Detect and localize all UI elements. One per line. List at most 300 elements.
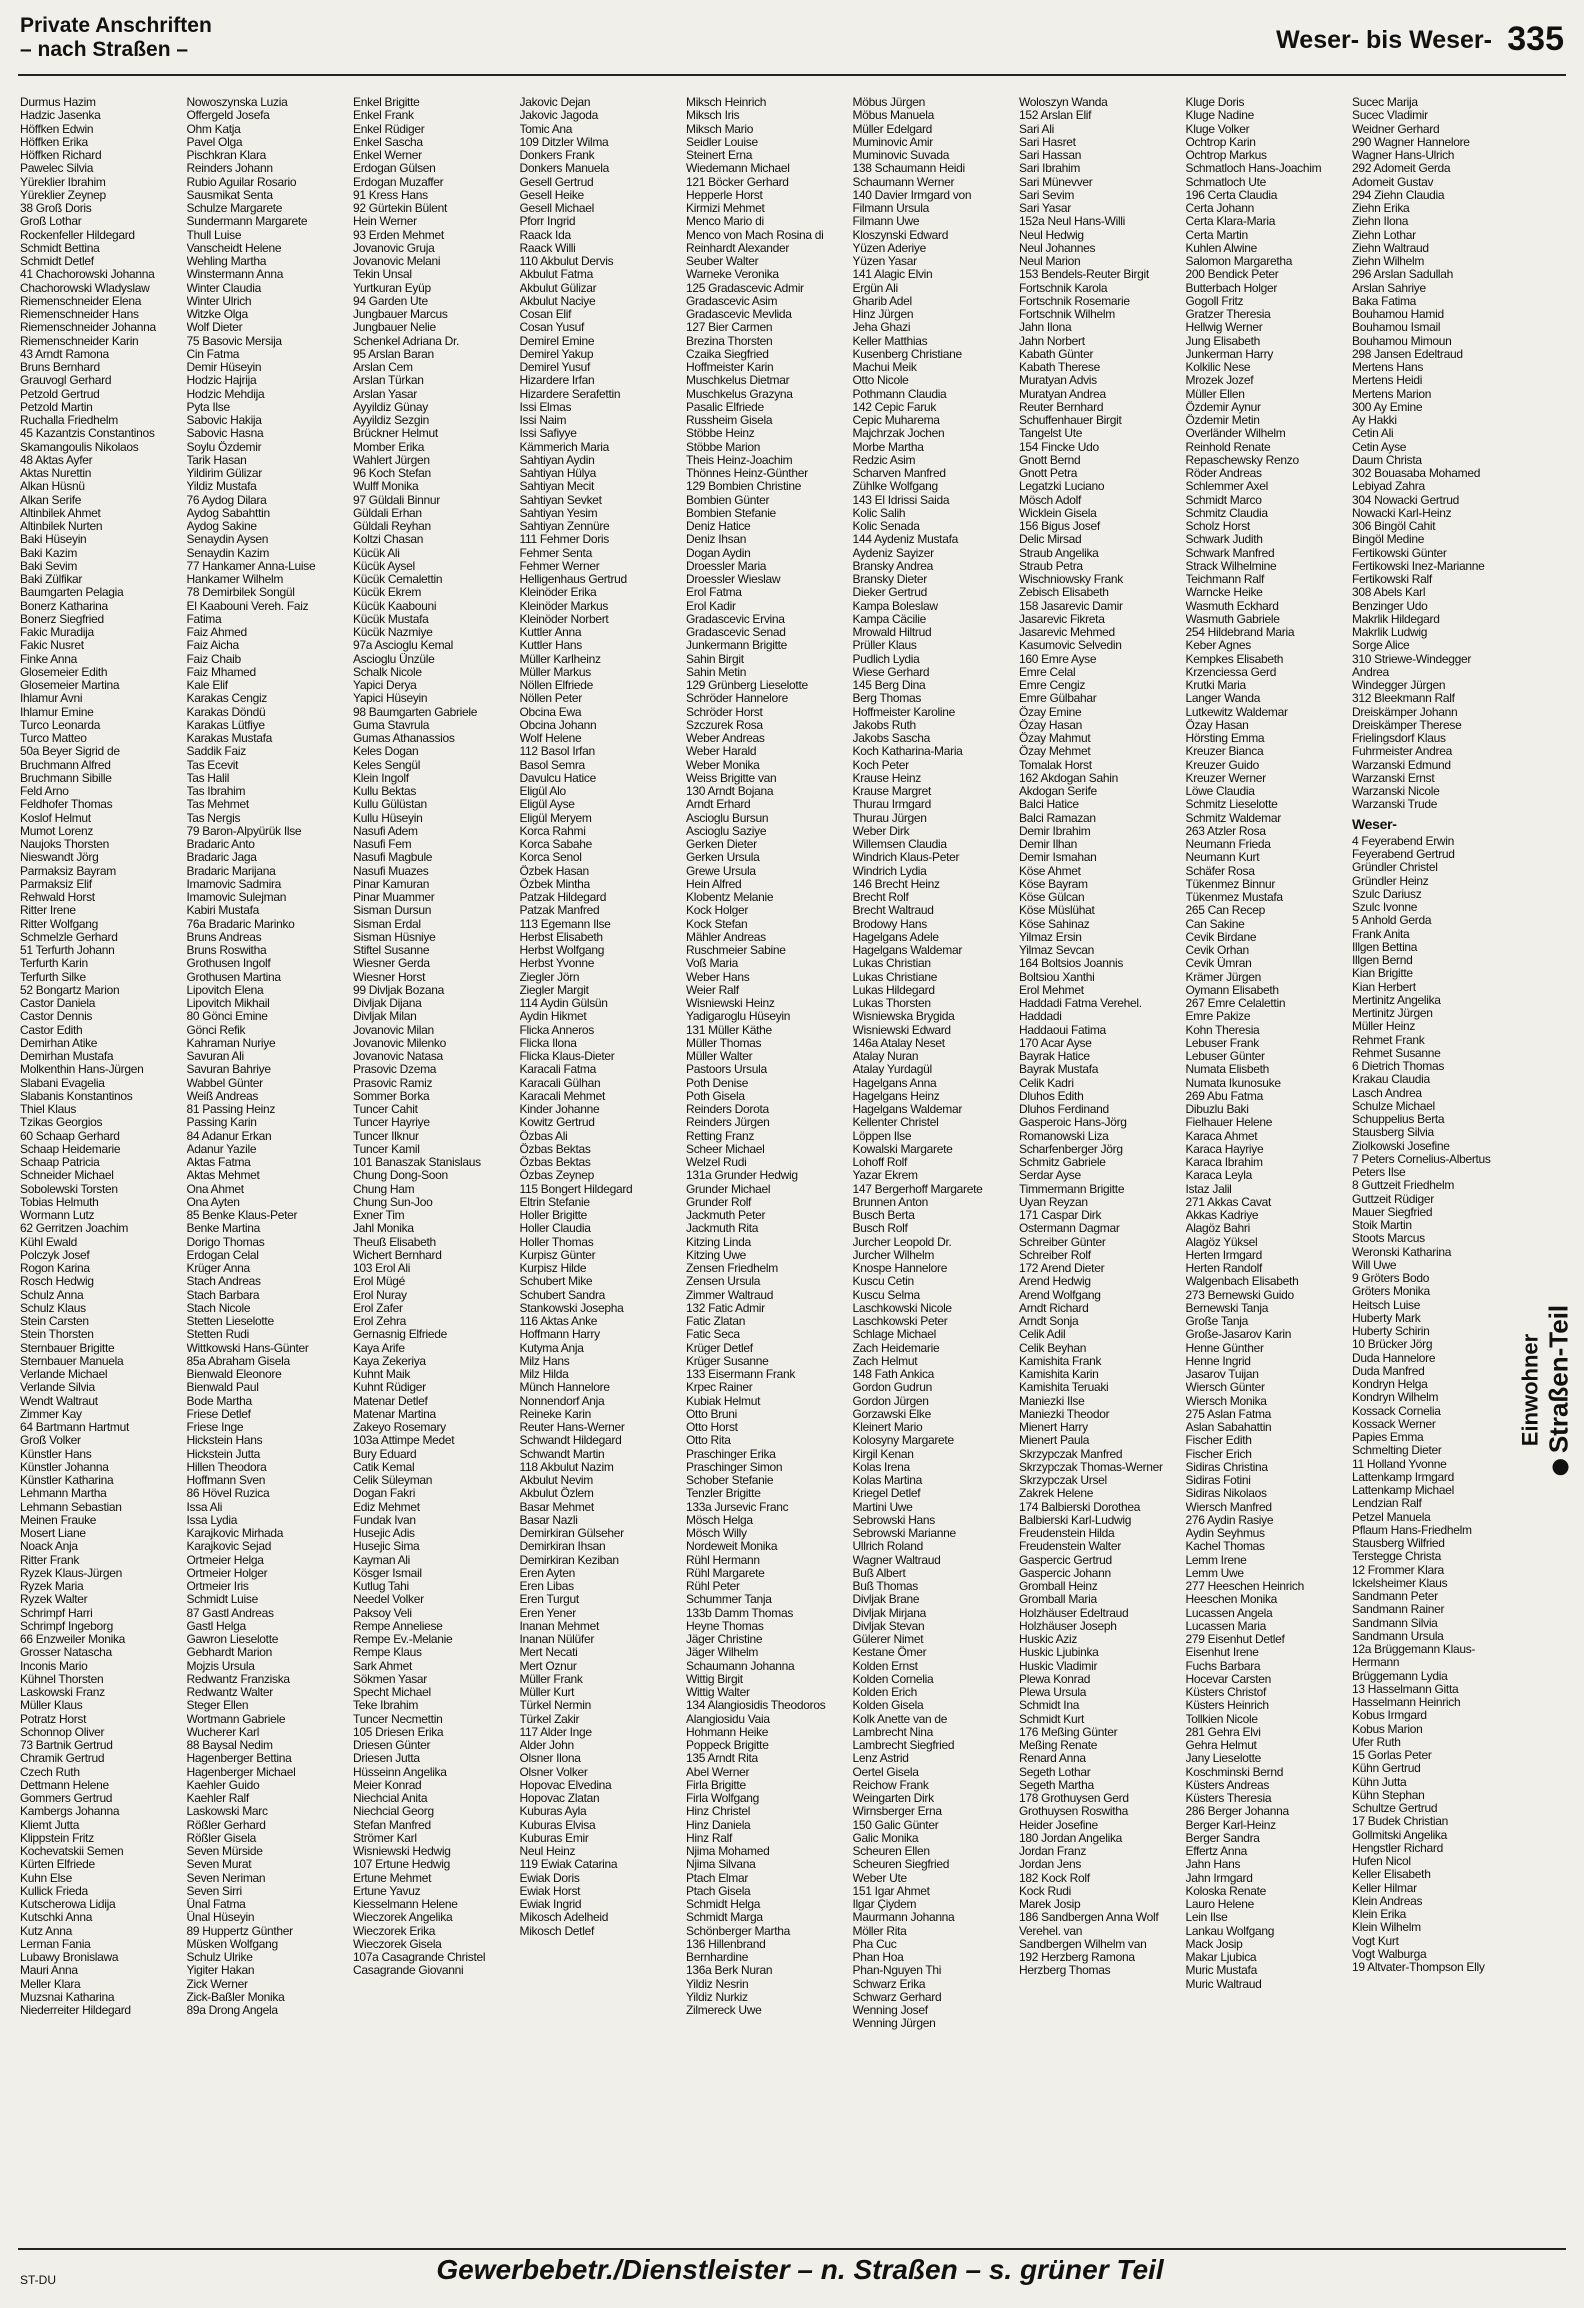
resident-entry: Rosch Hedwig bbox=[20, 1275, 94, 1289]
resident-entry: Fertikowski Inez-Marianne bbox=[1352, 559, 1485, 573]
resident-entry: Parmaksiz Elif bbox=[20, 877, 92, 891]
resident-entry: Finke Anna bbox=[20, 652, 78, 666]
resident-entry: Langer Wanda bbox=[1185, 692, 1261, 706]
resident-entry: Deniz Hatice bbox=[686, 520, 751, 533]
resident-entry: Yildiz Mustafa bbox=[186, 480, 257, 494]
resident-entry: Neumann Frieda bbox=[1185, 838, 1271, 851]
resident-entry: Celik Süleyman bbox=[353, 1474, 433, 1487]
resident-entry: Hoffmann Harry bbox=[519, 1328, 600, 1342]
resident-entry: Majchrzak Jochen bbox=[852, 427, 945, 441]
resident-entry: Arndt Richard bbox=[1019, 1301, 1089, 1315]
resident-entry: Grothusen Martina bbox=[186, 970, 281, 984]
listing-column bbox=[1186, 96, 1348, 2236]
resident-entry: Flicka Anneros bbox=[519, 1023, 595, 1037]
resident-entry: Reuter Hans-Werner bbox=[519, 1421, 625, 1434]
resident-entry: Mertens Heidi bbox=[1352, 374, 1423, 388]
resident-entry: Hagelgans Adele bbox=[852, 930, 939, 944]
resident-entry: Riemenschneider Johanna bbox=[20, 321, 156, 335]
resident-entry: Lemm Irene bbox=[1185, 1553, 1247, 1567]
resident-entry: Weber Andreas bbox=[686, 732, 765, 745]
resident-entry: 134 Alangiosidis Theodoros bbox=[686, 1699, 826, 1713]
resident-entry: Poth Gisela bbox=[686, 1089, 745, 1103]
resident-entry: Flicka Klaus-Dieter bbox=[519, 1050, 615, 1063]
resident-entry: Hodzic Mehdija bbox=[186, 387, 265, 401]
resident-entry: Sökmen Yasar bbox=[353, 1672, 427, 1686]
resident-entry: Wisniewski Hedwig bbox=[353, 1845, 451, 1858]
resident-entry: Stach Nicole bbox=[186, 1301, 251, 1315]
resident-entry: Pinar Kamuran bbox=[353, 877, 430, 891]
resident-entry: Olsner Ilona bbox=[519, 1752, 581, 1766]
resident-entry: 152a Neul Hans-Willi bbox=[1019, 215, 1126, 229]
resident-entry: Herbst Elisabeth bbox=[519, 930, 603, 944]
resident-entry: Ziegler Jörn bbox=[519, 970, 580, 984]
resident-entry: Sternbauer Brigitte bbox=[20, 1341, 115, 1355]
resident-entry: Neul Heinz bbox=[519, 1845, 576, 1858]
resident-entry: Yüreklier Zeynep bbox=[20, 188, 106, 202]
resident-entry: Weber Ute bbox=[852, 1871, 907, 1885]
resident-entry: Aktas Fatma bbox=[186, 1156, 251, 1169]
resident-entry: Schreiber Günter bbox=[1019, 1235, 1106, 1249]
resident-entry: Dluhos Ferdinand bbox=[1019, 1103, 1109, 1116]
resident-entry: 121 Böcker Gerhard bbox=[686, 175, 789, 189]
resident-entry: Demirkiran Gülseher bbox=[519, 1527, 624, 1540]
resident-entry: Nasufi Magbule bbox=[353, 851, 433, 865]
resident-entry: Ihlamur Avni bbox=[20, 692, 83, 706]
resident-entry: Molkenthin Hans-Jürgen bbox=[20, 1063, 144, 1077]
resident-entry: Baumgarten Pelagia bbox=[20, 586, 124, 600]
resident-entry: Müller Frank bbox=[519, 1672, 583, 1686]
resident-entry: Tuncer Ilknur bbox=[353, 1129, 419, 1143]
resident-entry: Mikosch Adelheid bbox=[519, 1911, 609, 1925]
resident-entry: Feldhofer Thomas bbox=[20, 798, 113, 812]
resident-entry: Krpec Rainer bbox=[686, 1381, 753, 1395]
resident-entry: Große Tanja bbox=[1185, 1315, 1249, 1328]
resident-entry: Keber Agnes bbox=[1185, 639, 1251, 653]
resident-entry: Brückner Helmut bbox=[353, 427, 438, 441]
bullet-icon bbox=[1553, 1459, 1569, 1475]
resident-entry: Reineke Karin bbox=[519, 1407, 591, 1421]
resident-entry: 143 El Idrissi Saida bbox=[852, 493, 950, 507]
resident-entry: Karacali Fatma bbox=[519, 1063, 596, 1077]
resident-entry: Offergeld Josefa bbox=[186, 109, 270, 123]
resident-entry: Müsken Wolfgang bbox=[186, 1937, 278, 1951]
resident-entry: Jurcher Leopold Dr. bbox=[852, 1235, 952, 1249]
resident-entry: Wisniewski Heinz bbox=[686, 997, 775, 1010]
resident-entry: Warzanski Edmund bbox=[1352, 758, 1451, 772]
resident-entry: Bruns Bernhard bbox=[20, 361, 100, 374]
resident-entry: Catik Kemal bbox=[353, 1460, 415, 1474]
resident-entry: Faiz Aicha bbox=[186, 639, 239, 653]
resident-entry: Ascioglu Ünzüle bbox=[353, 652, 435, 666]
resident-entry: Hocevar Carsten bbox=[1185, 1672, 1272, 1686]
resident-entry: 279 Eisenhut Detlef bbox=[1185, 1633, 1285, 1646]
resident-entry: Hagelgans Heinz bbox=[852, 1089, 940, 1103]
resident-entry: Gebhardt Marion bbox=[186, 1646, 273, 1660]
resident-entry: Ortmeier Holger bbox=[186, 1566, 268, 1580]
resident-entry: Seven Neriman bbox=[186, 1871, 266, 1885]
resident-entry: 88 Baysal Nedim bbox=[186, 1739, 273, 1752]
resident-entry: Schwarz Gerhard bbox=[852, 1990, 942, 2004]
resident-entry: Divljak Dijana bbox=[353, 997, 422, 1010]
side-tab-line-2-text: Straßen-Teil bbox=[1543, 1304, 1574, 1454]
resident-entry: Issi Safiyye bbox=[519, 427, 577, 441]
resident-entry: Eligül Alo bbox=[519, 785, 566, 798]
resident-entry: Yapici Derya bbox=[353, 679, 417, 692]
resident-entry: Mähler Andreas bbox=[686, 930, 766, 944]
resident-entry: Sandmann Peter bbox=[1352, 1590, 1438, 1603]
resident-entry: Pastoors Ursula bbox=[686, 1063, 767, 1077]
resident-entry: Rehmet Susanne bbox=[1352, 1046, 1441, 1060]
resident-entry: Gesell Heike bbox=[519, 188, 584, 202]
resident-entry: Kolosyny Margarete bbox=[852, 1434, 954, 1448]
resident-entry: Ona Ayten bbox=[186, 1195, 240, 1209]
resident-entry: Baki Zülfikar bbox=[20, 573, 83, 586]
resident-entry: Lukas Thorsten bbox=[852, 997, 931, 1010]
resident-entry: Eren Yener bbox=[519, 1606, 576, 1620]
resident-entry: 41 Chachorowski Johanna bbox=[20, 268, 155, 282]
footer-notice: Gewerbebetr./Dienstleister – n. Straßen – s. grüner Teil bbox=[436, 2254, 1164, 2285]
resident-entry: Kullu Hüseyin bbox=[353, 811, 423, 825]
resident-entry: Schlage Michael bbox=[852, 1328, 937, 1342]
resident-entry: Erol Kadir bbox=[686, 599, 736, 613]
resident-entry: 117 Alder Inge bbox=[519, 1725, 592, 1739]
resident-entry: Castor Daniela bbox=[20, 997, 96, 1010]
resident-entry: Romanowski Liza bbox=[1019, 1129, 1109, 1143]
resident-entry: Wagner Hans-Ulrich bbox=[1352, 149, 1455, 162]
resident-entry: Herten Randolf bbox=[1185, 1262, 1263, 1275]
resident-entry: 6 Dietrich Thomas bbox=[1352, 1060, 1445, 1073]
resident-entry: Mert Necati bbox=[519, 1646, 578, 1660]
resident-entry: Skrzypczak Manfred bbox=[1019, 1447, 1123, 1461]
resident-entry: Kliemt Jutta bbox=[20, 1818, 80, 1832]
resident-entry: Prasovic Dzema bbox=[353, 1063, 437, 1077]
resident-entry: Demirhan Mustafa bbox=[20, 1050, 114, 1063]
resident-entry: Kleinert Mario bbox=[852, 1421, 923, 1434]
resident-entry: Inconis Mario bbox=[20, 1659, 88, 1673]
resident-entry: Holler Claudia bbox=[519, 1222, 591, 1236]
resident-entry: Obcina Johann bbox=[519, 718, 597, 732]
resident-entry: Krutki Maria bbox=[1185, 679, 1246, 692]
resident-entry: Fakic Muradija bbox=[20, 626, 94, 639]
resident-entry: Herbst Yvonne bbox=[519, 957, 595, 971]
resident-entry: Steinert Erna bbox=[686, 149, 753, 162]
resident-entry: Krüger Detlef bbox=[686, 1341, 753, 1355]
resident-entry: Ptach Gisela bbox=[686, 1884, 751, 1898]
resident-entry: Wiersch Monika bbox=[1185, 1394, 1267, 1408]
resident-entry: Tuncer Hayriye bbox=[353, 1116, 430, 1130]
resident-entry: Tas Mehmet bbox=[186, 798, 249, 812]
resident-entry: Hoffmeister Karoline bbox=[852, 705, 955, 719]
resident-entry: Akbulut Naciye bbox=[519, 294, 596, 308]
resident-entry: Ohm Katja bbox=[186, 122, 241, 136]
resident-entry: 263 Atzler Rosa bbox=[1185, 824, 1266, 838]
resident-entry: Cin Fatma bbox=[186, 347, 240, 361]
resident-entry: Droessler Wieslaw bbox=[686, 573, 781, 586]
resident-entry: Hankamer Wilhelm bbox=[186, 573, 284, 586]
resident-entry: Dogan Fakri bbox=[353, 1487, 416, 1501]
resident-entry: Kellenter Christel bbox=[852, 1116, 939, 1130]
resident-entry: Ritter Frank bbox=[20, 1553, 80, 1567]
resident-entry: Hadzic Jasenka bbox=[20, 109, 101, 123]
resident-entry: 196 Certa Claudia bbox=[1185, 188, 1278, 202]
resident-entry: Yildirim Gülizar bbox=[186, 467, 262, 480]
resident-entry: Karakas Mustafa bbox=[186, 732, 273, 745]
resident-entry: Münch Hannelore bbox=[519, 1381, 610, 1395]
resident-entry: Dreiskämper Johann bbox=[1352, 705, 1458, 719]
resident-entry: Gaspercic Gertrud bbox=[1019, 1553, 1112, 1567]
resident-entry: Yüreklier Ibrahim bbox=[20, 175, 106, 189]
resident-entry: Chung Ham bbox=[353, 1182, 415, 1196]
resident-entry: Karakas Döndü bbox=[186, 705, 266, 719]
resident-entry: Hörsting Emma bbox=[1185, 732, 1265, 745]
resident-entry: Tobias Helmuth bbox=[20, 1195, 99, 1209]
resident-entry: Keller Hilmar bbox=[1352, 1881, 1417, 1895]
resident-entry: Riemenschneider Hans bbox=[20, 308, 139, 321]
resident-entry: Castor Edith bbox=[20, 1023, 83, 1037]
resident-entry: Demir Ibrahim bbox=[1019, 824, 1091, 838]
resident-entry: Brezina Thorsten bbox=[686, 334, 773, 348]
resident-entry: Warzanski Ernst bbox=[1352, 771, 1435, 785]
title-line-1: Private Anschriften bbox=[20, 14, 212, 37]
resident-entry: Keller Matthias bbox=[852, 334, 928, 348]
resident-entry: Hinz Daniela bbox=[686, 1818, 751, 1832]
resident-entry: 273 Bernewski Guido bbox=[1185, 1288, 1294, 1302]
resident-entry: Bienwald Eleonore bbox=[186, 1368, 282, 1381]
resident-entry: Menco Mario di bbox=[686, 215, 764, 229]
resident-entry: Gröters Monika bbox=[1352, 1285, 1430, 1299]
resident-entry: Demirel Emine bbox=[519, 334, 595, 348]
resident-entry: Müller Karlheinz bbox=[519, 652, 601, 666]
resident-entry: Woloszyn Wanda bbox=[1019, 96, 1108, 109]
resident-entry: 118 Akbulut Nazim bbox=[519, 1460, 614, 1474]
resident-entry: Hoffmeister Karin bbox=[686, 361, 774, 374]
resident-entry: Deniz Ihsan bbox=[686, 533, 747, 547]
resident-entry: Huskic Aziz bbox=[1019, 1633, 1078, 1646]
resident-entry: Steger Ellen bbox=[186, 1699, 249, 1713]
resident-entry: Kuburas Ayla bbox=[519, 1805, 587, 1819]
resident-entry: Zick-Baßler Monika bbox=[186, 1990, 285, 2004]
resident-entry: 116 Aktas Anke bbox=[519, 1315, 598, 1328]
resident-entry: Ziehn Ilona bbox=[1352, 215, 1409, 229]
resident-entry: 172 Arend Dieter bbox=[1019, 1262, 1105, 1275]
resident-entry: Parmaksiz Bayram bbox=[20, 864, 116, 878]
resident-entry: Busch Berta bbox=[852, 1209, 915, 1222]
resident-entry: Alagöz Yüksel bbox=[1185, 1235, 1258, 1249]
resident-entry: Weber Dirk bbox=[852, 824, 910, 838]
resident-entry: Wiersch Manfred bbox=[1185, 1500, 1272, 1514]
resident-entry: Hopovac Elvedina bbox=[519, 1778, 612, 1792]
resident-entry: Benzinger Udo bbox=[1352, 599, 1428, 613]
resident-entry: Bernhardine bbox=[686, 1951, 749, 1964]
resident-entry: Enkel Rüdiger bbox=[353, 122, 425, 136]
resident-entry: Ayyildiz Sezgin bbox=[353, 414, 429, 427]
resident-entry: Gommers Gertrud bbox=[20, 1792, 113, 1805]
resident-entry: Gromball Maria bbox=[1019, 1593, 1097, 1607]
resident-entry: Rühl Hermann bbox=[686, 1553, 760, 1567]
resident-entry: Laschkowski Peter bbox=[852, 1315, 948, 1328]
resident-entry: Russheim Gisela bbox=[686, 414, 773, 427]
resident-entry: Zühlke Wolfgang bbox=[852, 480, 938, 494]
resident-entry: Erol Mehmet bbox=[1019, 983, 1084, 997]
resident-entry: Driesen Günter bbox=[353, 1739, 431, 1752]
resident-entry: Sari Hassan bbox=[1019, 149, 1082, 162]
resident-entry: Fehmer Werner bbox=[519, 559, 600, 573]
resident-entry: Kullick Frieda bbox=[20, 1884, 88, 1898]
resident-entry: Kamishita Teruaki bbox=[1019, 1381, 1109, 1395]
resident-entry: Grunder Michael bbox=[686, 1182, 771, 1196]
resident-entry: 192 Herzberg Ramona bbox=[1019, 1951, 1135, 1964]
resident-entry: Tas Ecevit bbox=[186, 758, 239, 772]
resident-entry: Ewiak Doris bbox=[519, 1871, 580, 1885]
listing-column bbox=[1019, 96, 1181, 2236]
resident-entry: Fakic Nusret bbox=[20, 639, 84, 653]
resident-entry: Berger Karl-Heinz bbox=[1185, 1818, 1276, 1832]
resident-entry: Szulc Ivonne bbox=[1352, 901, 1418, 914]
resident-entry: 89a Drong Angela bbox=[186, 2004, 278, 2017]
resident-entry: Enkel Sascha bbox=[353, 135, 423, 149]
resident-entry: Rempe Klaus bbox=[353, 1646, 422, 1660]
resident-entry: Kleinöder Markus bbox=[519, 599, 609, 613]
resident-entry: Savuran Bahriye bbox=[186, 1063, 271, 1077]
resident-entry: Erol Fatma bbox=[686, 586, 742, 600]
resident-entry: Wisniewski Edward bbox=[852, 1023, 951, 1037]
resident-entry: Müller Ellen bbox=[1185, 387, 1245, 401]
resident-entry: 138 Schaumann Heidi bbox=[852, 162, 965, 176]
resident-entry: Emre Cengiz bbox=[1019, 679, 1086, 692]
resident-entry: 50a Beyer Sigrid de bbox=[20, 745, 120, 759]
resident-entry: Kolas Irena bbox=[852, 1460, 910, 1474]
resident-entry: Karaca Leyla bbox=[1185, 1169, 1252, 1183]
resident-entry: Firla Wolfgang bbox=[686, 1792, 759, 1805]
resident-entry: Stach Andreas bbox=[186, 1275, 261, 1289]
resident-entry: Müller Kurt bbox=[519, 1686, 575, 1699]
resident-entry: Sabovic Hasna bbox=[186, 427, 264, 441]
resident-entry: Karacali Mehmet bbox=[519, 1089, 606, 1103]
resident-entry: Schmitz Claudia bbox=[1185, 506, 1268, 520]
resident-entry: 85a Abraham Gisela bbox=[186, 1354, 290, 1368]
resident-entry: 200 Bendick Peter bbox=[1185, 268, 1279, 282]
resident-entry: Kämmerich Maria bbox=[519, 440, 610, 454]
resident-entry: Niechcial Anita bbox=[353, 1792, 428, 1805]
resident-entry: Demir Ilhan bbox=[1019, 838, 1078, 851]
resident-entry: Ritter Wolfgang bbox=[20, 917, 98, 931]
resident-entry: 43 Arndt Ramona bbox=[20, 347, 109, 361]
resident-entry: Brecht Rolf bbox=[852, 891, 909, 904]
resident-entry: Guma Stavrula bbox=[353, 718, 430, 732]
resident-entry: Potratz Horst bbox=[20, 1712, 87, 1726]
resident-entry: 98 Baumgarten Gabriele bbox=[353, 705, 478, 719]
resident-entry: Obcina Ewa bbox=[519, 705, 582, 719]
resident-entry: Witzke Olga bbox=[186, 308, 248, 321]
resident-entry: Verlande Michael bbox=[20, 1368, 108, 1381]
resident-entry: Friese Detlef bbox=[186, 1407, 251, 1421]
resident-entry: Kutlug Tahi bbox=[353, 1580, 409, 1593]
resident-entry: Baki Sevim bbox=[20, 559, 78, 573]
resident-entry: Lattenkamp Irmgard bbox=[1352, 1470, 1454, 1484]
resident-entry: Gehra Helmut bbox=[1185, 1739, 1257, 1752]
resident-entry: 64 Bartmann Hartmut bbox=[20, 1421, 130, 1434]
resident-entry: 19 Altvater-Thompson Elly bbox=[1352, 1961, 1485, 1974]
resident-entry: Schmidt Detlef bbox=[20, 255, 94, 268]
resident-entry: Müller Edelgard bbox=[852, 122, 933, 136]
resident-entry: Yildiz Nurkiz bbox=[686, 1990, 748, 2004]
resident-entry: Stein Thorsten bbox=[20, 1328, 94, 1342]
resident-entry: Wortmann Gabriele bbox=[186, 1712, 286, 1726]
resident-entry: Karajkovic Mirhada bbox=[186, 1527, 284, 1540]
resident-entry: Milz Hans bbox=[519, 1354, 570, 1368]
resident-entry: Kühn Jutta bbox=[1352, 1775, 1407, 1789]
resident-entry: Karaca Ahmet bbox=[1185, 1129, 1258, 1143]
resident-entry: Sari Ibrahim bbox=[1019, 162, 1081, 176]
resident-entry: Ochtrop Markus bbox=[1185, 149, 1267, 162]
resident-entry: 103 Erol Ali bbox=[353, 1262, 411, 1275]
resident-entry: Guttzeit Rüdiger bbox=[1352, 1192, 1434, 1206]
resident-entry: Seven Sirri bbox=[186, 1884, 242, 1898]
resident-entry: Özay Emine bbox=[1019, 705, 1082, 719]
resident-entry: Jakovic Jagoda bbox=[519, 109, 599, 123]
resident-entry: Özdemir Metin bbox=[1185, 414, 1260, 427]
resident-entry: Karakas Lütfiye bbox=[186, 718, 265, 732]
resident-entry: Muminovic Amir bbox=[852, 135, 933, 149]
resident-entry: Schwandt Martin bbox=[519, 1447, 605, 1461]
resident-entry: Sucec Marija bbox=[1352, 96, 1418, 109]
resident-entry: Niederreiter Hildegard bbox=[20, 2004, 131, 2017]
resident-entry: Kolden Cornelia bbox=[852, 1672, 934, 1686]
resident-entry: Vanscheidt Helene bbox=[186, 241, 282, 255]
resident-entry: Tenzler Brigitte bbox=[686, 1487, 761, 1501]
resident-entry: Grunder Rolf bbox=[686, 1195, 752, 1209]
resident-entry: Hizardere Serafettin bbox=[519, 387, 621, 401]
resident-entry: 140 Davier Irmgard von bbox=[852, 188, 972, 202]
resident-entry: 141 Alagic Elvin bbox=[852, 268, 933, 282]
resident-entry: Wormann Lutz bbox=[20, 1209, 95, 1222]
resident-entry: Kolden Ernst bbox=[852, 1659, 918, 1673]
resident-entry: Praschinger Simon bbox=[686, 1460, 783, 1474]
resident-entry: Feld Arno bbox=[20, 785, 69, 798]
resident-entry: 133 Eisermann Frank bbox=[686, 1368, 796, 1381]
resident-entry: Kestane Ömer bbox=[852, 1646, 927, 1660]
resident-entry: Rühl Peter bbox=[686, 1580, 740, 1593]
resident-entry: Szulc Dariusz bbox=[1352, 887, 1422, 901]
resident-entry: Kücük Ekrem bbox=[353, 586, 422, 600]
resident-entry: Davulcu Hatice bbox=[519, 771, 597, 785]
resident-entry: Matenar Martina bbox=[353, 1407, 436, 1421]
resident-entry: Wiesner Horst bbox=[353, 970, 426, 984]
resident-entry: Cevik Orhan bbox=[1185, 944, 1249, 957]
resident-entry: 170 Acar Ayse bbox=[1019, 1036, 1092, 1050]
resident-entry: Brecht Waltraud bbox=[852, 904, 934, 918]
resident-entry: 78 Demirbilek Songül bbox=[186, 586, 295, 600]
resident-entry: Schubert Sandra bbox=[519, 1288, 606, 1302]
resident-entry: Schmidt Bettina bbox=[20, 241, 100, 255]
resident-entry: Kuburas Emir bbox=[519, 1831, 589, 1845]
listing-column bbox=[686, 96, 848, 2236]
resident-entry: Kuhnt Rüdiger bbox=[353, 1381, 426, 1395]
resident-entry: Strömer Karl bbox=[353, 1831, 417, 1845]
resident-entry: 186 Sandbergen Anna Wolf bbox=[1019, 1911, 1159, 1925]
resident-entry: Verehel. van bbox=[1019, 1924, 1083, 1938]
resident-entry: Nasufi Muazes bbox=[353, 864, 429, 878]
resident-entry: 52 Bongartz Marion bbox=[20, 983, 120, 997]
resident-entry: Reichow Frank bbox=[852, 1778, 929, 1792]
resident-entry: Kaya Zekeriya bbox=[353, 1354, 426, 1368]
title-line-2: – nach Straßen – bbox=[20, 38, 189, 61]
resident-entry: Stefan Manfred bbox=[353, 1818, 431, 1832]
resident-entry: Stiftel Susanne bbox=[353, 944, 430, 957]
resident-entry: Segeth Lothar bbox=[1019, 1765, 1091, 1779]
resident-entry: 131 Müller Käthe bbox=[686, 1023, 772, 1037]
resident-entry: Röder Andreas bbox=[1185, 467, 1262, 480]
